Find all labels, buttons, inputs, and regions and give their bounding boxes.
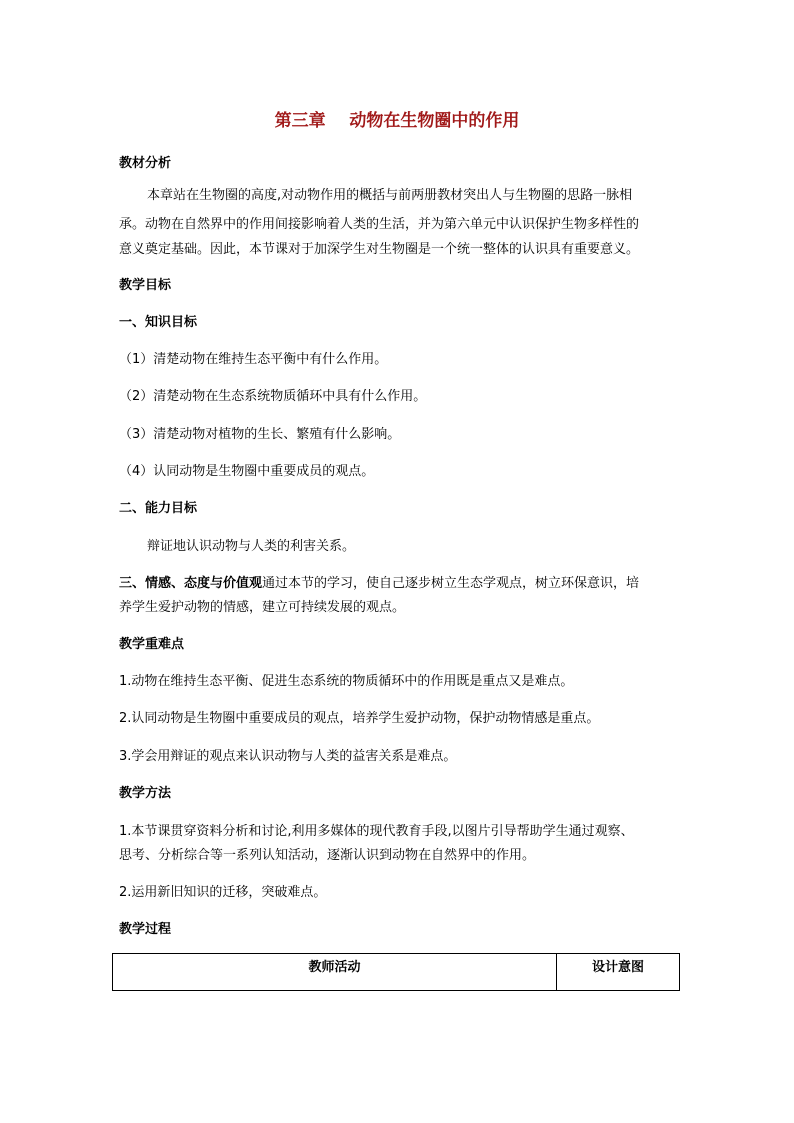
process-table — [112, 953, 680, 991]
key-heading: 教学重难点 — [119, 637, 185, 652]
key-item: 2.认同动物是生物圈中重要成员的观点，培养学生爱护动物，保护动物情感是重点。 — [119, 711, 600, 726]
knowledge-heading: 一、知识目标 — [119, 315, 198, 330]
knowledge-item: （4）认同动物是生物圈中重要成员的观点。 — [119, 464, 375, 479]
chapter-title: 第三章 动物在生物圈中的作用 — [274, 111, 520, 131]
knowledge-item: （1）清楚动物在维持生态平衡中有什么作用。 — [119, 352, 388, 367]
analysis-heading: 教材分析 — [119, 156, 172, 171]
ability-text: 辩证地认识动物与人类的利害关系。 — [147, 539, 356, 554]
emotion-text: 通过本节的学习，使自己逐步树立生态学观点，树立环保意识，培 — [262, 576, 640, 591]
goals-heading: 教学目标 — [119, 278, 172, 293]
method-line-3: 2.运用新旧知识的迁移，突破难点。 — [119, 885, 327, 900]
process-heading: 教学过程 — [119, 922, 172, 937]
emotion-line-2: 养学生爱护动物的情感，建立可持续发展的观点。 — [119, 600, 406, 615]
key-item: 3.学会用辩证的观点来认识动物与人类的益害关系是难点。 — [119, 749, 457, 764]
emotion-heading: 三、情感、态度与价值观 — [119, 576, 263, 591]
key-item: 1.动物在维持生态平衡、促进生态系统的物质循环中的作用既是重点又是难点。 — [119, 674, 574, 689]
ability-heading: 二、能力目标 — [119, 501, 198, 516]
knowledge-item: （3）清楚动物对植物的生长、繁殖有什么影响。 — [119, 427, 401, 442]
analysis-text-line-3: 意义奠定基础。因此，本节课对于加深学生对生物圈是一个统一整体的认识具有重要意义。 — [119, 242, 640, 257]
method-heading: 教学方法 — [119, 786, 172, 801]
knowledge-item: （2）清楚动物在生态系统物质循环中具有什么作用。 — [119, 389, 427, 404]
method-line-1: 1.本节课贯穿资料分析和讨论,利用多媒体的现代教育手段,以图片引导帮助学生通过观察、 — [119, 824, 634, 839]
table-header-design-intent: 设计意图 — [591, 960, 644, 975]
analysis-text-line-2: 承。动物在自然界中的作用间接影响着人类的生活，并为第六单元中认识保护生物多样性的 — [119, 217, 640, 232]
table-header-teacher-activity: 教师活动 — [113, 954, 557, 990]
method-line-2: 思考、分析综合等一系列认知活动，逐渐认识到动物在自然界中的作用。 — [119, 848, 536, 863]
emotion-line-1 — [119, 572, 689, 596]
analysis-text-line-1: 本章站在生物圈的高度,对动物作用的概括与前两册教材突出人与生物圈的思路一脉相 — [147, 188, 633, 203]
